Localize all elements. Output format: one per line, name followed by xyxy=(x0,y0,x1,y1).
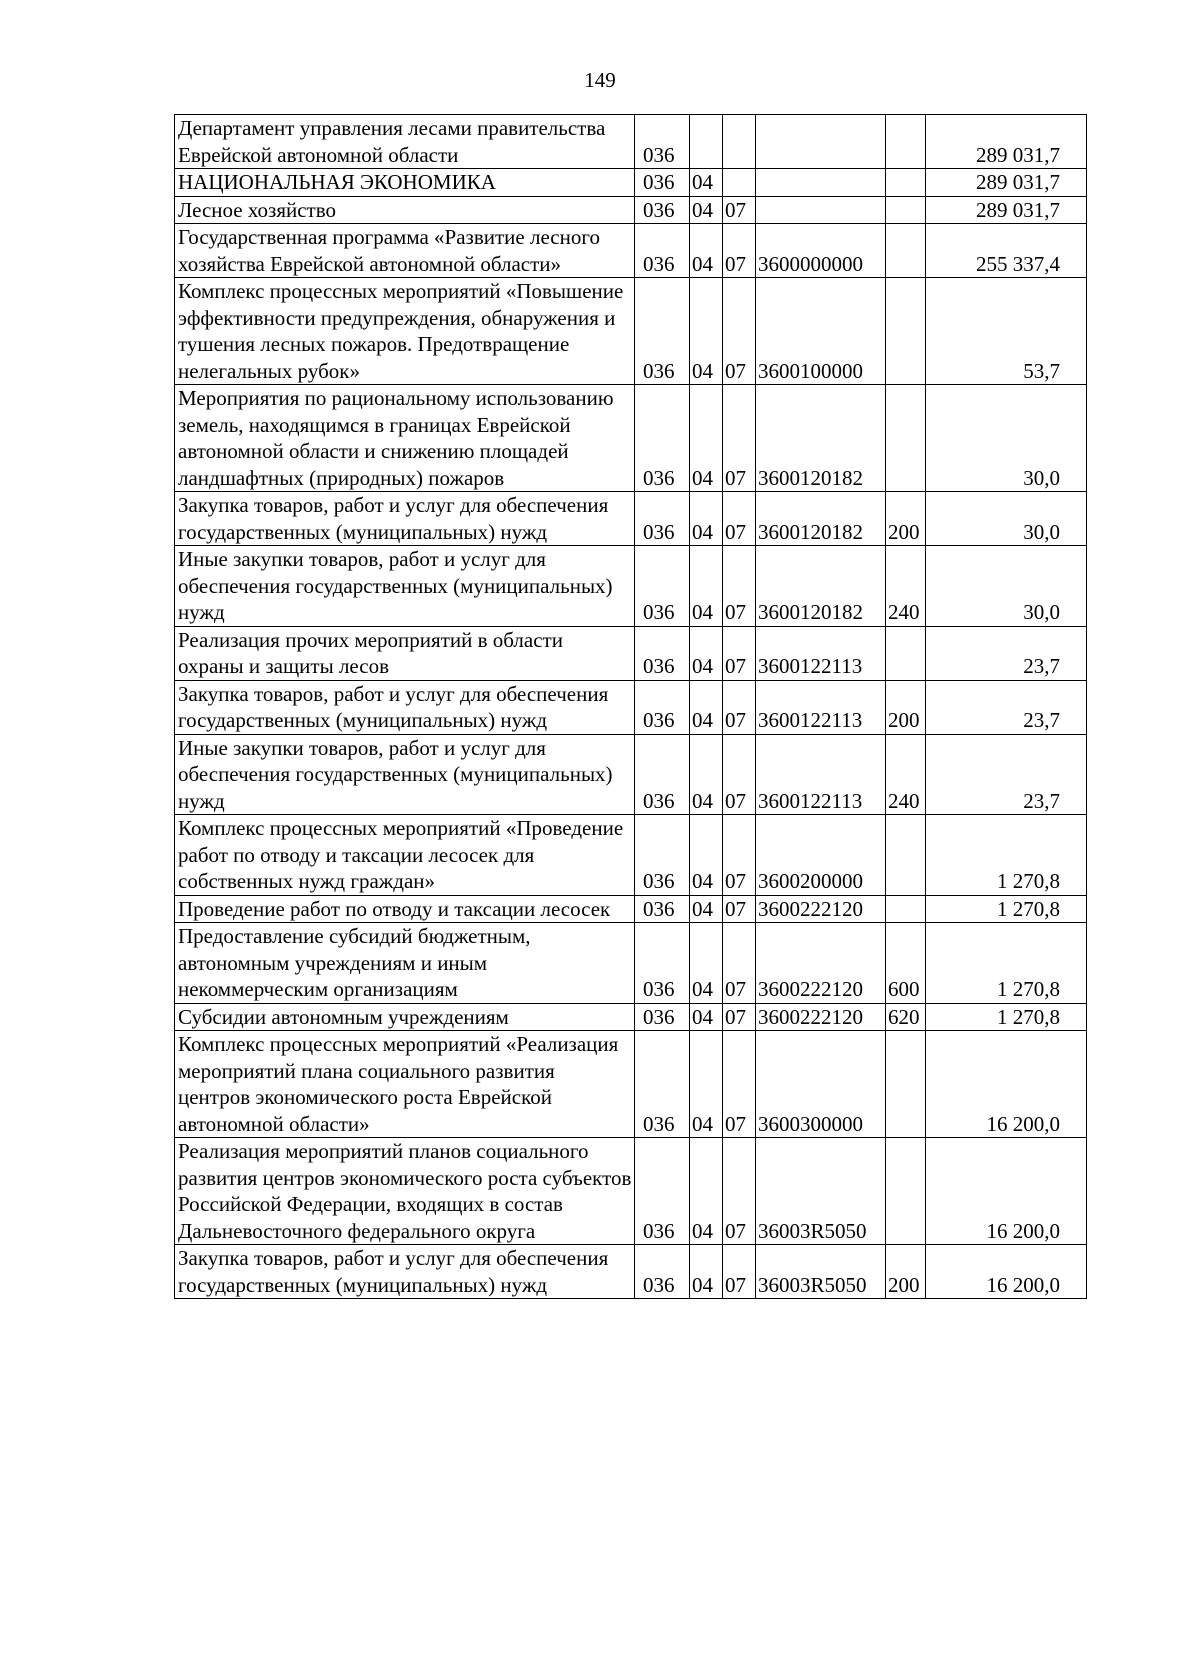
row-name-cell: Иные закупки товаров, работ и услуг для обеспечения государственных (муниципальных) нужд xyxy=(175,734,635,815)
row-subsection-code-cell: 07 xyxy=(723,626,756,680)
row-ved-code-cell: 036 xyxy=(635,923,690,1004)
row-target-article-cell: 3600000000 xyxy=(756,224,886,278)
row-expense-type-cell xyxy=(886,196,926,224)
table-row xyxy=(175,895,1087,923)
row-amount-cell: 289 031,7 xyxy=(926,169,1087,197)
table-row xyxy=(175,1138,1087,1245)
table-row xyxy=(175,492,1087,546)
row-ved-code-cell: 036 xyxy=(635,680,690,734)
table-row xyxy=(175,1245,1087,1299)
row-ved-code-cell: 036 xyxy=(635,734,690,815)
row-name-cell: Лесное хозяйство xyxy=(175,196,635,224)
row-subsection-code-cell: 07 xyxy=(723,278,756,385)
row-ved-code-cell: 036 xyxy=(635,115,690,169)
row-expense-type-cell xyxy=(886,626,926,680)
row-section-code-cell: 04 xyxy=(690,1003,723,1031)
row-section-code-cell: 04 xyxy=(690,1138,723,1245)
row-target-article-cell: 3600200000 xyxy=(756,815,886,896)
row-amount-cell: 30,0 xyxy=(926,492,1087,546)
row-target-article-cell: 3600120182 xyxy=(756,385,886,492)
table-row xyxy=(175,169,1087,197)
row-amount-cell: 30,0 xyxy=(926,385,1087,492)
row-amount-cell: 23,7 xyxy=(926,734,1087,815)
row-name-cell: Мероприятия по рациональному использованию земель, находящимся в границах Еврейской автономной области и снижению площадей ландшафтных (природных) пожаров xyxy=(175,385,635,492)
row-target-article-cell xyxy=(756,169,886,197)
row-expense-type-cell xyxy=(886,815,926,896)
row-expense-type-cell xyxy=(886,278,926,385)
row-subsection-code-cell: 07 xyxy=(723,196,756,224)
row-section-code-cell: 04 xyxy=(690,196,723,224)
row-expense-type-cell xyxy=(886,115,926,169)
row-subsection-code-cell: 07 xyxy=(723,734,756,815)
row-name-cell: Государственная программа «Развитие лесного хозяйства Еврейской автономной области» xyxy=(175,224,635,278)
row-ved-code-cell: 036 xyxy=(635,1031,690,1138)
row-target-article-cell: 3600122113 xyxy=(756,626,886,680)
row-expense-type-cell xyxy=(886,169,926,197)
row-name-cell: Реализация прочих мероприятий в области охраны и защиты лесов xyxy=(175,626,635,680)
row-target-article-cell: 36003R5050 xyxy=(756,1245,886,1299)
row-subsection-code-cell: 07 xyxy=(723,1245,756,1299)
row-target-article-cell: 3600222120 xyxy=(756,923,886,1004)
budget-table xyxy=(174,114,1087,1299)
row-amount-cell: 1 270,8 xyxy=(926,815,1087,896)
row-ved-code-cell: 036 xyxy=(635,815,690,896)
row-name-cell: Комплекс процессных мероприятий «Проведение работ по отводу и таксации лесосек для собственных нужд граждан» xyxy=(175,815,635,896)
row-amount-cell: 16 200,0 xyxy=(926,1138,1087,1245)
row-expense-type-cell: 240 xyxy=(886,734,926,815)
row-section-code-cell: 04 xyxy=(690,385,723,492)
table-row xyxy=(175,626,1087,680)
row-subsection-code-cell: 07 xyxy=(723,224,756,278)
row-subsection-code-cell: 07 xyxy=(723,546,756,627)
row-ved-code-cell: 036 xyxy=(635,492,690,546)
row-ved-code-cell: 036 xyxy=(635,1138,690,1245)
row-expense-type-cell: 240 xyxy=(886,546,926,627)
row-ved-code-cell: 036 xyxy=(635,895,690,923)
row-ved-code-cell: 036 xyxy=(635,385,690,492)
row-target-article-cell: 3600222120 xyxy=(756,895,886,923)
table-row xyxy=(175,1003,1087,1031)
row-section-code-cell: 04 xyxy=(690,169,723,197)
row-expense-type-cell xyxy=(886,224,926,278)
table-row xyxy=(175,224,1087,278)
row-name-cell: НАЦИОНАЛЬНАЯ ЭКОНОМИКА xyxy=(175,169,635,197)
table-row xyxy=(175,115,1087,169)
table-row xyxy=(175,546,1087,627)
row-amount-cell: 1 270,8 xyxy=(926,895,1087,923)
row-amount-cell: 289 031,7 xyxy=(926,115,1087,169)
page-number: 149 xyxy=(584,68,616,92)
row-name-cell: Субсидии автономным учреждениям xyxy=(175,1003,635,1031)
row-section-code-cell: 04 xyxy=(690,734,723,815)
table-row xyxy=(175,385,1087,492)
row-subsection-code-cell: 07 xyxy=(723,895,756,923)
row-subsection-code-cell: 07 xyxy=(723,1003,756,1031)
row-subsection-code-cell: 07 xyxy=(723,1138,756,1245)
row-ved-code-cell: 036 xyxy=(635,1003,690,1031)
row-section-code-cell: 04 xyxy=(690,680,723,734)
row-ved-code-cell: 036 xyxy=(635,1245,690,1299)
row-amount-cell: 16 200,0 xyxy=(926,1245,1087,1299)
row-amount-cell: 53,7 xyxy=(926,278,1087,385)
row-name-cell: Департамент управления лесами правительства Еврейской автономной области xyxy=(175,115,635,169)
row-target-article-cell: 3600100000 xyxy=(756,278,886,385)
row-subsection-code-cell: 07 xyxy=(723,815,756,896)
row-target-article-cell: 3600122113 xyxy=(756,734,886,815)
row-ved-code-cell: 036 xyxy=(635,196,690,224)
row-section-code-cell: 04 xyxy=(690,546,723,627)
row-amount-cell: 23,7 xyxy=(926,626,1087,680)
row-section-code-cell: 04 xyxy=(690,626,723,680)
row-section-code-cell: 04 xyxy=(690,224,723,278)
row-section-code-cell: 04 xyxy=(690,1031,723,1138)
row-subsection-code-cell: 07 xyxy=(723,923,756,1004)
row-target-article-cell: 3600120182 xyxy=(756,546,886,627)
row-amount-cell: 255 337,4 xyxy=(926,224,1087,278)
row-amount-cell: 23,7 xyxy=(926,680,1087,734)
table-row xyxy=(175,196,1087,224)
row-subsection-code-cell: 07 xyxy=(723,492,756,546)
row-section-code-cell: 04 xyxy=(690,895,723,923)
row-expense-type-cell xyxy=(886,385,926,492)
table-row xyxy=(175,278,1087,385)
row-ved-code-cell: 036 xyxy=(635,224,690,278)
row-expense-type-cell xyxy=(886,895,926,923)
row-section-code-cell xyxy=(690,115,723,169)
row-name-cell: Реализация мероприятий планов социального развития центров экономического роста субъектов Российской Федерации, входящих в состав Дальневосточного федерального округа xyxy=(175,1138,635,1245)
table-row xyxy=(175,680,1087,734)
row-subsection-code-cell: 07 xyxy=(723,680,756,734)
row-ved-code-cell: 036 xyxy=(635,169,690,197)
row-name-cell: Комплекс процессных мероприятий «Реализация мероприятий плана социального развития центров экономического роста Еврейской автономной области» xyxy=(175,1031,635,1138)
row-name-cell: Закупка товаров, работ и услуг для обеспечения государственных (муниципальных) нужд xyxy=(175,680,635,734)
row-name-cell: Комплекс процессных мероприятий «Повышение эффективности предупреждения, обнаружения и тушения лесных пожаров. Предотвращение нелегальных рубок» xyxy=(175,278,635,385)
row-expense-type-cell: 200 xyxy=(886,1245,926,1299)
table-row xyxy=(175,734,1087,815)
row-subsection-code-cell: 07 xyxy=(723,385,756,492)
row-section-code-cell: 04 xyxy=(690,923,723,1004)
row-amount-cell: 289 031,7 xyxy=(926,196,1087,224)
row-name-cell: Предоставление субсидий бюджетным, автономным учреждениям и иным некоммерческим организациям xyxy=(175,923,635,1004)
row-target-article-cell: 3600122113 xyxy=(756,680,886,734)
row-section-code-cell: 04 xyxy=(690,492,723,546)
row-expense-type-cell xyxy=(886,1031,926,1138)
row-target-article-cell xyxy=(756,115,886,169)
row-name-cell: Закупка товаров, работ и услуг для обеспечения государственных (муниципальных) нужд xyxy=(175,492,635,546)
row-name-cell: Иные закупки товаров, работ и услуг для обеспечения государственных (муниципальных) нужд xyxy=(175,546,635,627)
row-expense-type-cell: 200 xyxy=(886,492,926,546)
row-target-article-cell: 3600120182 xyxy=(756,492,886,546)
row-ved-code-cell: 036 xyxy=(635,278,690,385)
table-row xyxy=(175,1031,1087,1138)
row-name-cell: Закупка товаров, работ и услуг для обеспечения государственных (муниципальных) нужд xyxy=(175,1245,635,1299)
row-amount-cell: 1 270,8 xyxy=(926,1003,1087,1031)
row-expense-type-cell: 600 xyxy=(886,923,926,1004)
table-body xyxy=(175,115,1087,1299)
row-ved-code-cell: 036 xyxy=(635,546,690,627)
row-expense-type-cell: 620 xyxy=(886,1003,926,1031)
row-section-code-cell: 04 xyxy=(690,278,723,385)
row-section-code-cell: 04 xyxy=(690,815,723,896)
table-row xyxy=(175,815,1087,896)
row-amount-cell: 30,0 xyxy=(926,546,1087,627)
row-name-cell: Проведение работ по отводу и таксации лесосек xyxy=(175,895,635,923)
row-amount-cell: 16 200,0 xyxy=(926,1031,1087,1138)
row-target-article-cell: 36003R5050 xyxy=(756,1138,886,1245)
row-expense-type-cell: 200 xyxy=(886,680,926,734)
row-expense-type-cell xyxy=(886,1138,926,1245)
table-row xyxy=(175,923,1087,1004)
row-subsection-code-cell xyxy=(723,115,756,169)
row-ved-code-cell: 036 xyxy=(635,626,690,680)
row-section-code-cell: 04 xyxy=(690,1245,723,1299)
row-target-article-cell: 3600222120 xyxy=(756,1003,886,1031)
row-subsection-code-cell xyxy=(723,169,756,197)
row-amount-cell: 1 270,8 xyxy=(926,923,1087,1004)
row-subsection-code-cell: 07 xyxy=(723,1031,756,1138)
row-target-article-cell: 3600300000 xyxy=(756,1031,886,1138)
row-target-article-cell xyxy=(756,196,886,224)
